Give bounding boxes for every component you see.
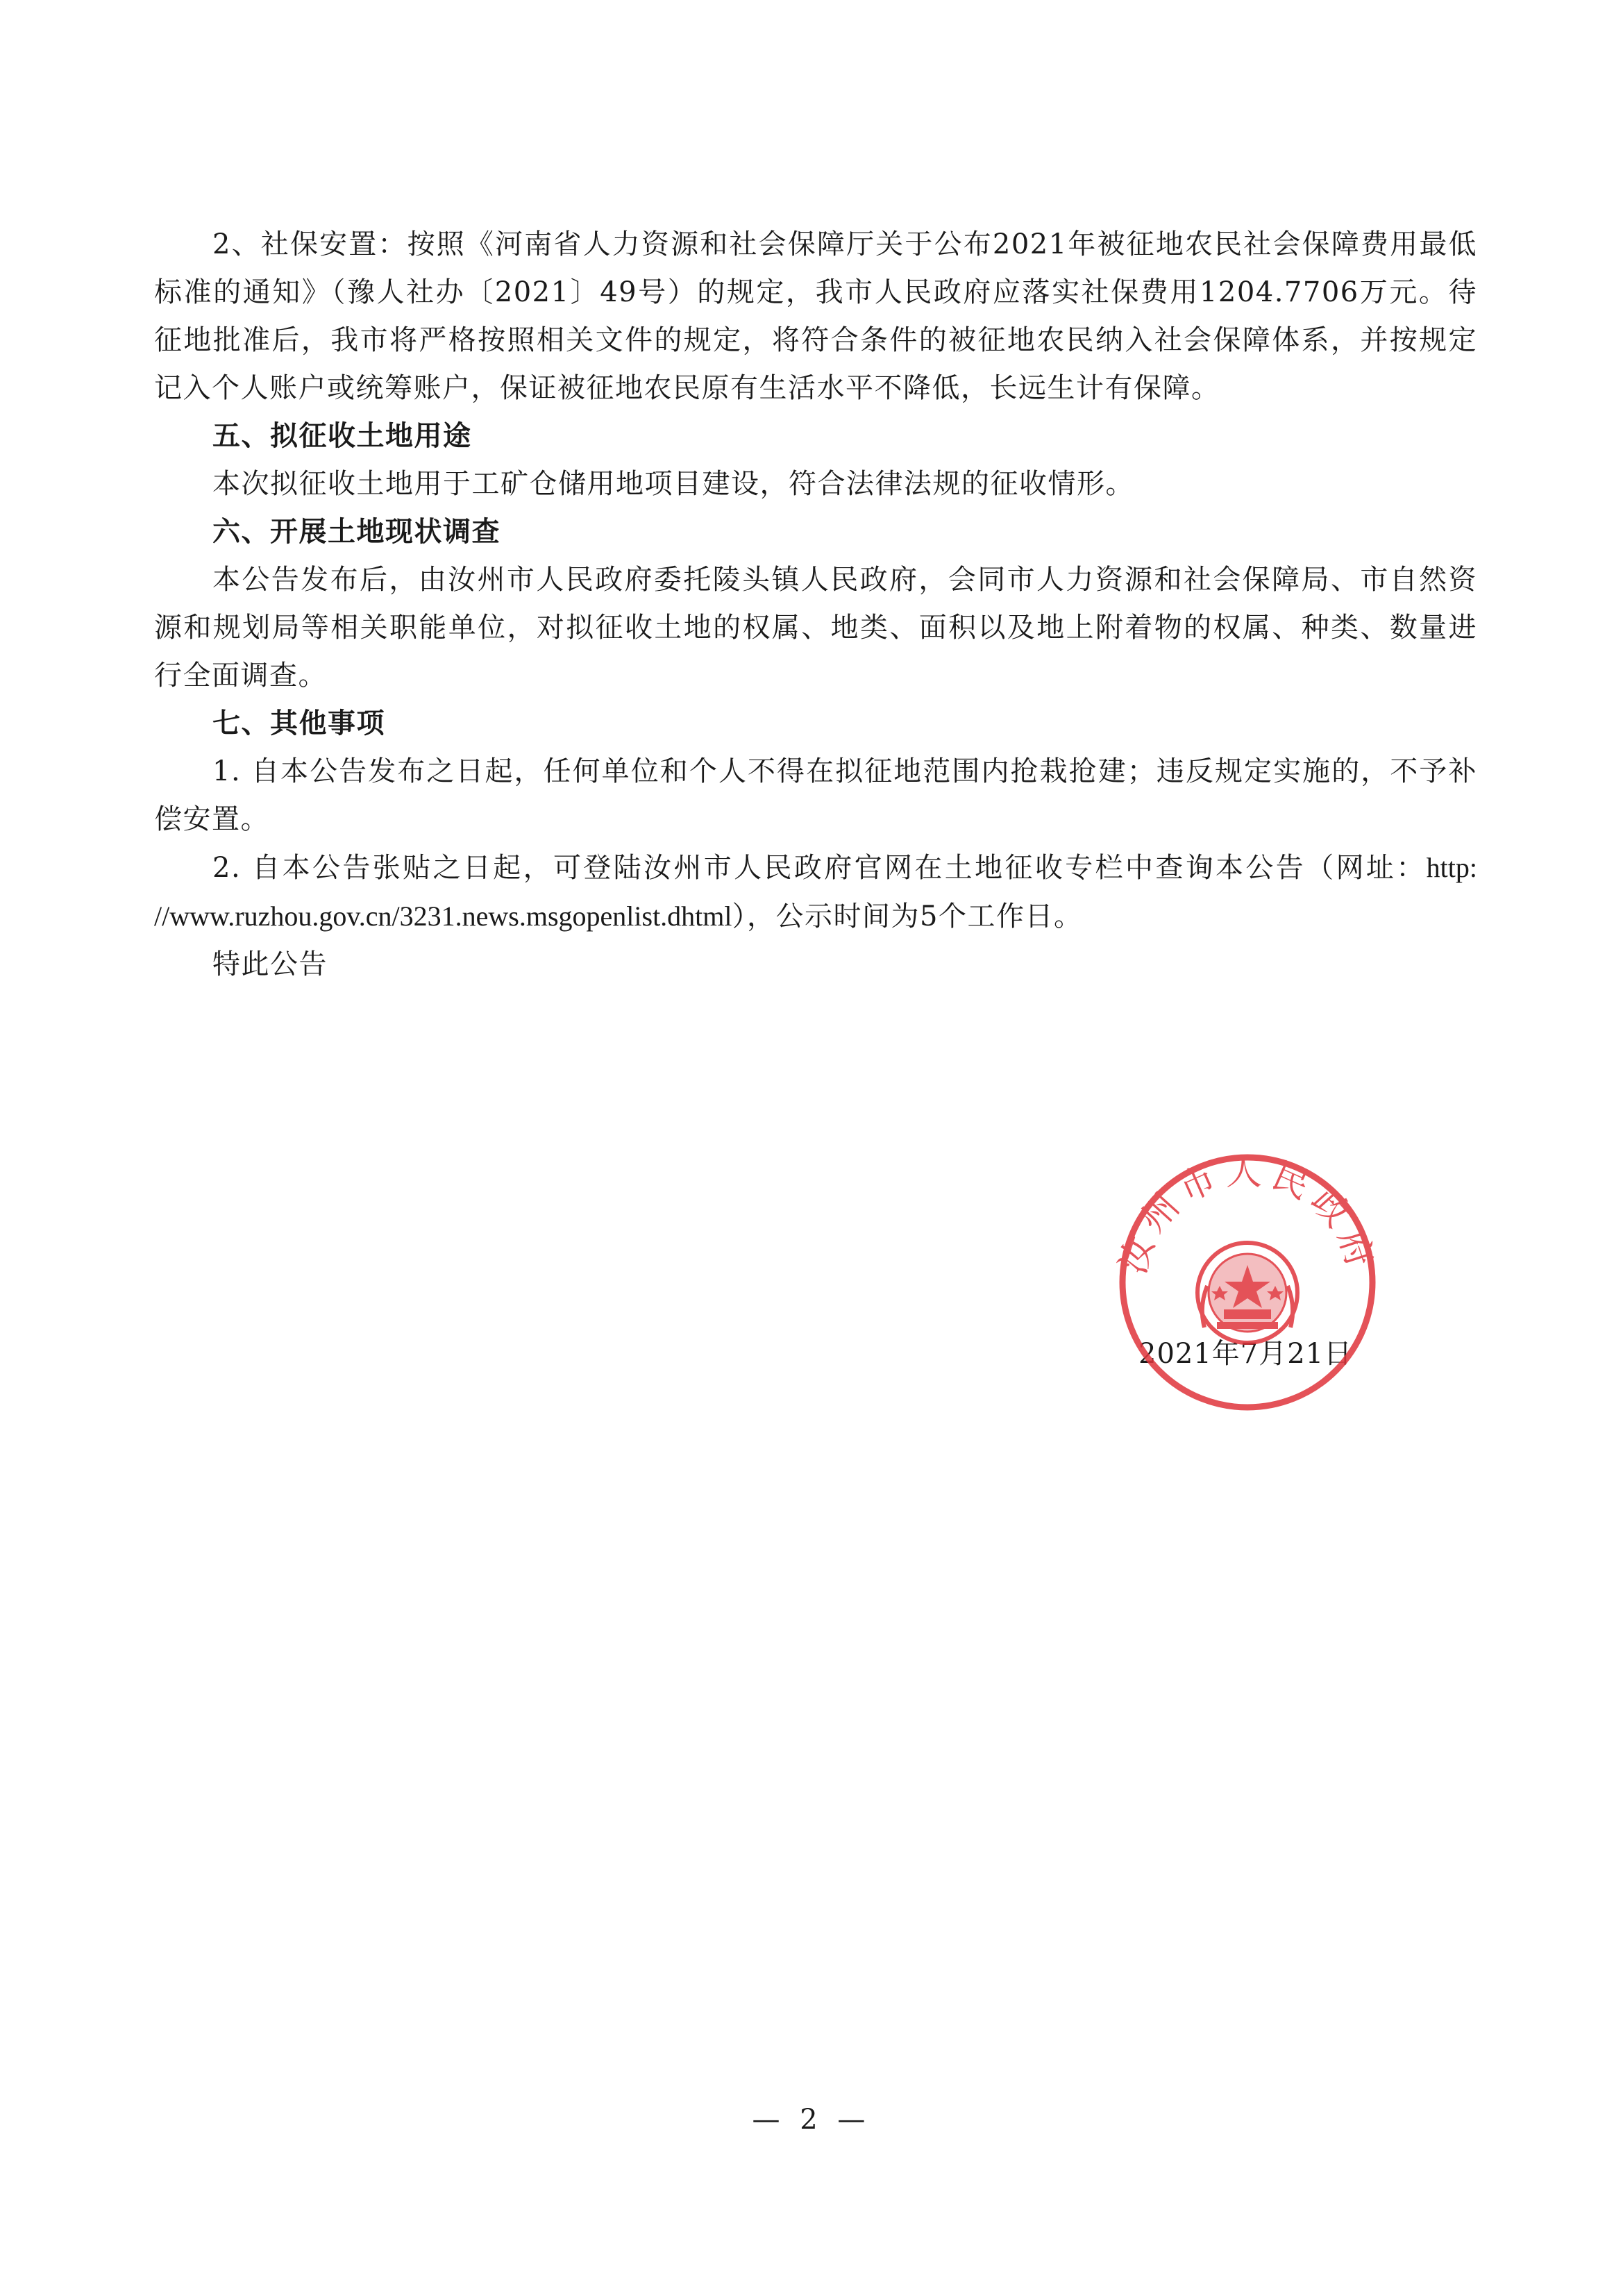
paragraph-other-1: 1. 自本公告发布之日起，任何单位和个人不得在拟征地范围内抢栽抢建；违反规定实施的，不予补偿安置。 — [154, 755, 1477, 835]
page-number: — 2 — — [752, 2104, 871, 2136]
seal-graphic — [1115, 1150, 1380, 1415]
national-emblem-icon — [1197, 1243, 1297, 1343]
heading-other-matters: 七、其他事项 — [212, 707, 385, 739]
svg-text:汝州市人民政府: 汝州市人民政府 — [1115, 1151, 1380, 1279]
paragraph-land-survey: 本公告发布后，由汝州市人民政府委托陵头镇人民政府，会同市人力资源和社会保障局、市自然资源和规划局等相关职能单位，对拟征收土地的权属、地类、面积以及地上附着物的权属、种类、数量进行全面调查。 — [154, 564, 1477, 692]
heading-land-use: 五、拟征收土地用途 — [212, 420, 472, 452]
paragraph-land-use: 本次拟征收土地用于工矿仓储用地项目建设，符合法律法规的征收情形。 — [212, 468, 1134, 500]
paragraph-other-2 — [154, 844, 1477, 941]
closing-remark: 特此公告 — [212, 948, 328, 980]
paragraph-other-2-tail: ），公示时间为5个工作日。 — [732, 900, 1083, 932]
website-url: http: //www.ruzhou.gov.cn/3231.news.msgopenlist.dhtml — [154, 852, 1477, 932]
official-seal — [1115, 1150, 1380, 1415]
signature-date: 2021年7月21日 — [1138, 1338, 1353, 1370]
heading-land-survey: 六、开展土地现状调查 — [212, 516, 501, 548]
paragraph-social-security: 2、社保安置：按照《河南省人力资源和社会保障厅关于公布2021年被征地农民社会保障费用最低标准的通知》（豫人社办〔2021〕49号）的规定，我市人民政府应落实社保费用1204.7706万元。待征地批准后，我市将严格按照相关文件的规定，将符合条件的被征地农民纳入社会保障体系，并按规定记入个人账户或统筹账户，保证被征地农民原有生活水平不降低，长远生计有保障。 — [154, 228, 1477, 404]
paragraph-other-2-text: 2. 自本公告张贴之日起，可登陆汝州市人民政府官网在土地征收专栏中查询本公告（网址： — [212, 852, 1427, 884]
document-body — [154, 221, 1477, 989]
